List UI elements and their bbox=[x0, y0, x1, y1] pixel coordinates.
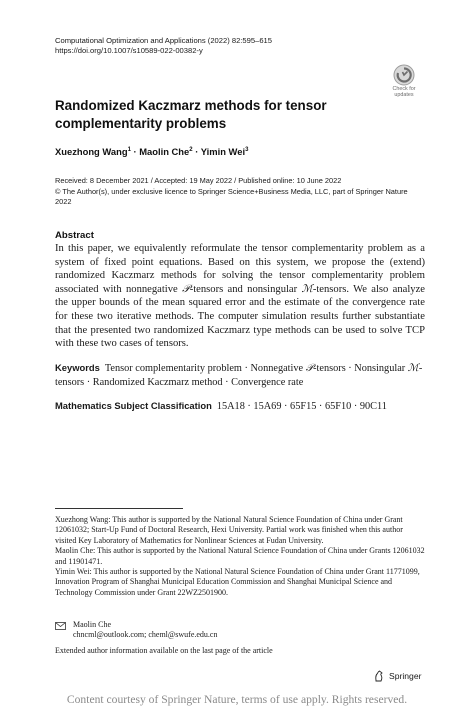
msc-codes: 15A18 · 15A69 · 65F15 · 65F10 · 90C11 bbox=[216, 401, 387, 412]
abstract-part2: -tensors and nonsingular bbox=[189, 283, 302, 295]
abstract-part3: -tensors. We also analyze the upper bounds of the mean squared error and the estimate of the convergence rate for these two iterative methods. The computer simulation results further substantiate that the presented two randomized Kaczmarz type methods can be used to solve TCP with these two cases of tensors. bbox=[55, 283, 425, 350]
keywords-part2: -tensors · Nonsingular bbox=[313, 363, 408, 374]
doi-link[interactable]: https://doi.org/10.1007/s10589-022-00382-y bbox=[55, 46, 203, 55]
footnote-item: Yimin Wei: This author is supported by the National Natural Science Foundation of China under Grant 11771099, Innovation Program of Shanghai Municipal Education Commission and Shanghai Municipal Science and Technology Commission under Grant 22WZ2501900. bbox=[55, 567, 420, 597]
check-badge-line1: Check for bbox=[392, 86, 416, 92]
author-affiliation-sup: 2 bbox=[189, 146, 193, 153]
copyright-notice: © The Author(s), under exclusive licence to Springer Science+Business Media, LLC, part of Springer Nature 2022 bbox=[55, 186, 408, 206]
corresponding-author-name: Maolin Che bbox=[73, 620, 111, 629]
check-for-updates-badge[interactable] bbox=[385, 64, 423, 98]
p-tensor-symbol: 𝒫 bbox=[182, 283, 190, 295]
msc-classification bbox=[55, 400, 425, 412]
article-title-line1: Randomized Kaczmarz methods for tensor bbox=[55, 98, 327, 113]
author-affiliation-sup: 1 bbox=[127, 146, 131, 153]
footnote-divider bbox=[55, 508, 183, 509]
received-dates: Received: 8 December 2021 / Accepted: 19 May 2022 / Published online: 10 June 2022 bbox=[55, 176, 342, 185]
journal-citation: Computational Optimization and Applications (2022) 82:595–615 bbox=[55, 36, 272, 45]
abstract-part1: In this paper, we equivalently reformulate the tensor complementarity problem as a system of fixed point equations. Based on this system, we propose the (extend) randomized Kaczmarz methods for solving the tensor complementarity problem associated with nonnegative bbox=[55, 243, 425, 295]
keywords bbox=[55, 361, 425, 390]
author-name[interactable]: Maolin Che bbox=[139, 146, 190, 157]
check-badge-line2: updates bbox=[394, 92, 414, 98]
author-name[interactable]: Xuezhong Wang bbox=[55, 146, 128, 157]
springer-horse-icon bbox=[373, 670, 385, 682]
author-list bbox=[55, 146, 248, 157]
check-for-updates-icon bbox=[393, 64, 415, 86]
courtesy-notice: Content courtesy of Springer Nature, terms of use apply. Rights reserved. bbox=[66, 693, 408, 706]
author-affiliation-sup: 3 bbox=[245, 146, 249, 153]
keywords-part3: -tensors · Randomized Kaczmarz method · Convergence rate bbox=[55, 363, 423, 388]
publication-history bbox=[55, 176, 425, 208]
article-title-line2: complementarity problems bbox=[55, 116, 227, 131]
p-tensor-symbol: 𝒫 bbox=[305, 363, 314, 374]
footnote-item: Xuezhong Wang: This author is supported by the National Natural Science Foundation of China under Grant 12061032; Start-Up Fund of Doctoral Research, Hexi University. Partial work was finished when this author visited Key Laboratory of Mathematics for Nonlinear Sciences at Fudan University. bbox=[55, 515, 403, 545]
funding-footnotes bbox=[55, 515, 425, 598]
extended-author-info: Extended author information available on the last page of the article bbox=[55, 646, 273, 655]
m-tensor-symbol: ℳ bbox=[301, 283, 313, 295]
publisher-name: Springer bbox=[389, 671, 422, 681]
abstract-text bbox=[55, 242, 425, 351]
msc-label: Mathematics Subject Classification bbox=[55, 400, 212, 411]
abstract-heading: Abstract bbox=[55, 230, 94, 241]
springer-logo bbox=[373, 670, 421, 682]
corresponding-author-info bbox=[73, 620, 217, 641]
author-name[interactable]: Yimin Wei bbox=[200, 146, 246, 157]
author-separator: · bbox=[130, 146, 140, 157]
footnote-item: Maolin Che: This author is supported by the National Natural Science Foundation of China under Grants 12061032 and 11901471. bbox=[55, 546, 425, 566]
keywords-label: Keywords bbox=[55, 362, 100, 373]
corresponding-author-emails[interactable]: chncml@outlook.com; cheml@swufe.edu.cn bbox=[73, 630, 218, 640]
keywords-part1: Tensor complementarity problem · Nonnegative bbox=[104, 363, 306, 374]
author-separator: · bbox=[192, 146, 201, 157]
article-title bbox=[55, 97, 385, 133]
m-tensor-symbol: ℳ bbox=[407, 363, 419, 374]
mail-icon bbox=[55, 622, 66, 630]
